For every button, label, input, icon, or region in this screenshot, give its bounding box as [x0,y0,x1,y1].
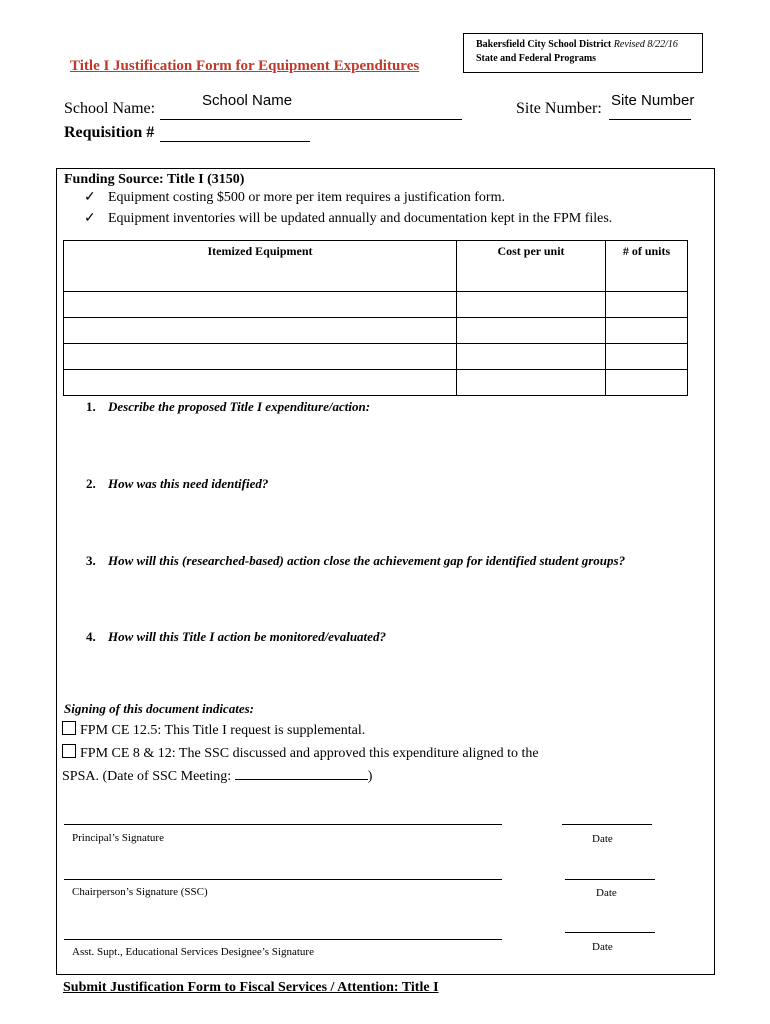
designee-date-line[interactable] [565,932,655,933]
equipment-cell[interactable] [64,318,457,344]
funding-bullet [84,210,612,227]
funding-bullet-text: Equipment costing $500 or more per item requires a justification form. [108,190,505,205]
table-header-row [64,241,688,292]
district-name: Bakersfield City School District [476,39,612,50]
principal-signature-label: Principal’s Signature [72,832,164,844]
cost-cell[interactable] [457,292,606,318]
question-text: Describe the proposed Title I expenditure/action: [108,399,371,414]
principal-date-line[interactable] [562,824,652,825]
principal-signature-line[interactable] [64,824,502,825]
signing-heading: Signing of this document indicates: [64,701,254,716]
table-row [64,370,688,396]
equipment-table [63,240,688,396]
school-name-field[interactable] [160,92,462,120]
cost-cell[interactable] [457,318,606,344]
site-number-label: Site Number: [516,100,602,117]
question-1 [86,399,370,415]
units-cell[interactable] [606,292,688,318]
question-number: 1. [86,399,96,414]
ssc-approval-checkbox-row [62,744,539,762]
ssc-meeting-suffix: ) [367,769,373,784]
table-row [64,292,688,318]
date-label: Date [592,833,613,845]
question-4 [86,629,386,645]
equipment-cell[interactable] [64,344,457,370]
submit-instructions: Submit Justification Form to Fiscal Services / Attention: Title I [63,980,439,995]
district-header-box [463,33,703,73]
chairperson-date-line[interactable] [565,879,655,880]
form-title: Title I Justification Form for Equipment Expenditures [70,58,420,74]
funding-bullet-text: Equipment inventories will be updated annually and documentation kept in the FPM files. [108,211,613,226]
question-text: How was this need identified? [108,476,269,491]
column-header-itemized-equipment: Itemized Equipment [64,241,457,292]
site-number-field[interactable] [609,92,695,120]
chairperson-signature-label: Chairperson’s Signature (SSC) [72,886,208,898]
checkmark-icon: ✓ [84,190,96,205]
funding-source-heading: Funding Source: Title I (3150) [64,172,245,187]
revision-date: Revised 8/22/16 [613,39,678,50]
table-row [64,344,688,370]
requisition-field[interactable] [160,125,310,142]
cost-cell[interactable] [457,370,606,396]
date-label: Date [596,887,617,899]
question-2 [86,476,268,492]
question-3 [86,553,625,569]
units-cell[interactable] [606,318,688,344]
units-cell[interactable] [606,370,688,396]
checkbox-label: FPM CE 12.5: This Title I request is supplemental. [80,723,366,738]
supplemental-checkbox[interactable] [62,721,76,735]
site-number-value: Site Number [611,92,695,109]
cost-cell[interactable] [457,344,606,370]
designee-signature-label: Asst. Supt., Educational Services Designee’s Signature [72,946,314,958]
requisition-label: Requisition # [64,124,155,141]
ssc-meeting-line [62,767,372,785]
funding-bullet [84,189,505,206]
department-name: State and Federal Programs [476,53,597,64]
column-header-units: # of units [606,241,688,292]
column-header-cost-per-unit: Cost per unit [457,241,606,292]
question-text: How will this (researched-based) action close the achievement gap for identified student groups? [108,553,626,568]
ssc-approval-checkbox[interactable] [62,744,76,758]
question-number: 2. [86,476,96,491]
ssc-meeting-date-field[interactable] [235,767,368,780]
equipment-cell[interactable] [64,370,457,396]
table-row [64,318,688,344]
question-number: 3. [86,553,96,568]
question-text: How will this Title I action be monitored/evaluated? [108,629,386,644]
equipment-cell[interactable] [64,292,457,318]
school-name-label: School Name: [64,100,156,117]
checkbox-label: FPM CE 8 & 12: The SSC discussed and approved this expenditure aligned to the [80,746,539,761]
checkmark-icon: ✓ [84,211,96,226]
ssc-meeting-prefix: SPSA. (Date of SSC Meeting: [62,769,232,784]
question-number: 4. [86,629,96,644]
chairperson-signature-line[interactable] [64,879,502,880]
date-label: Date [592,941,613,953]
supplemental-checkbox-row [62,721,365,739]
school-name-value: School Name [202,92,293,109]
units-cell[interactable] [606,344,688,370]
designee-signature-line[interactable] [64,939,502,940]
